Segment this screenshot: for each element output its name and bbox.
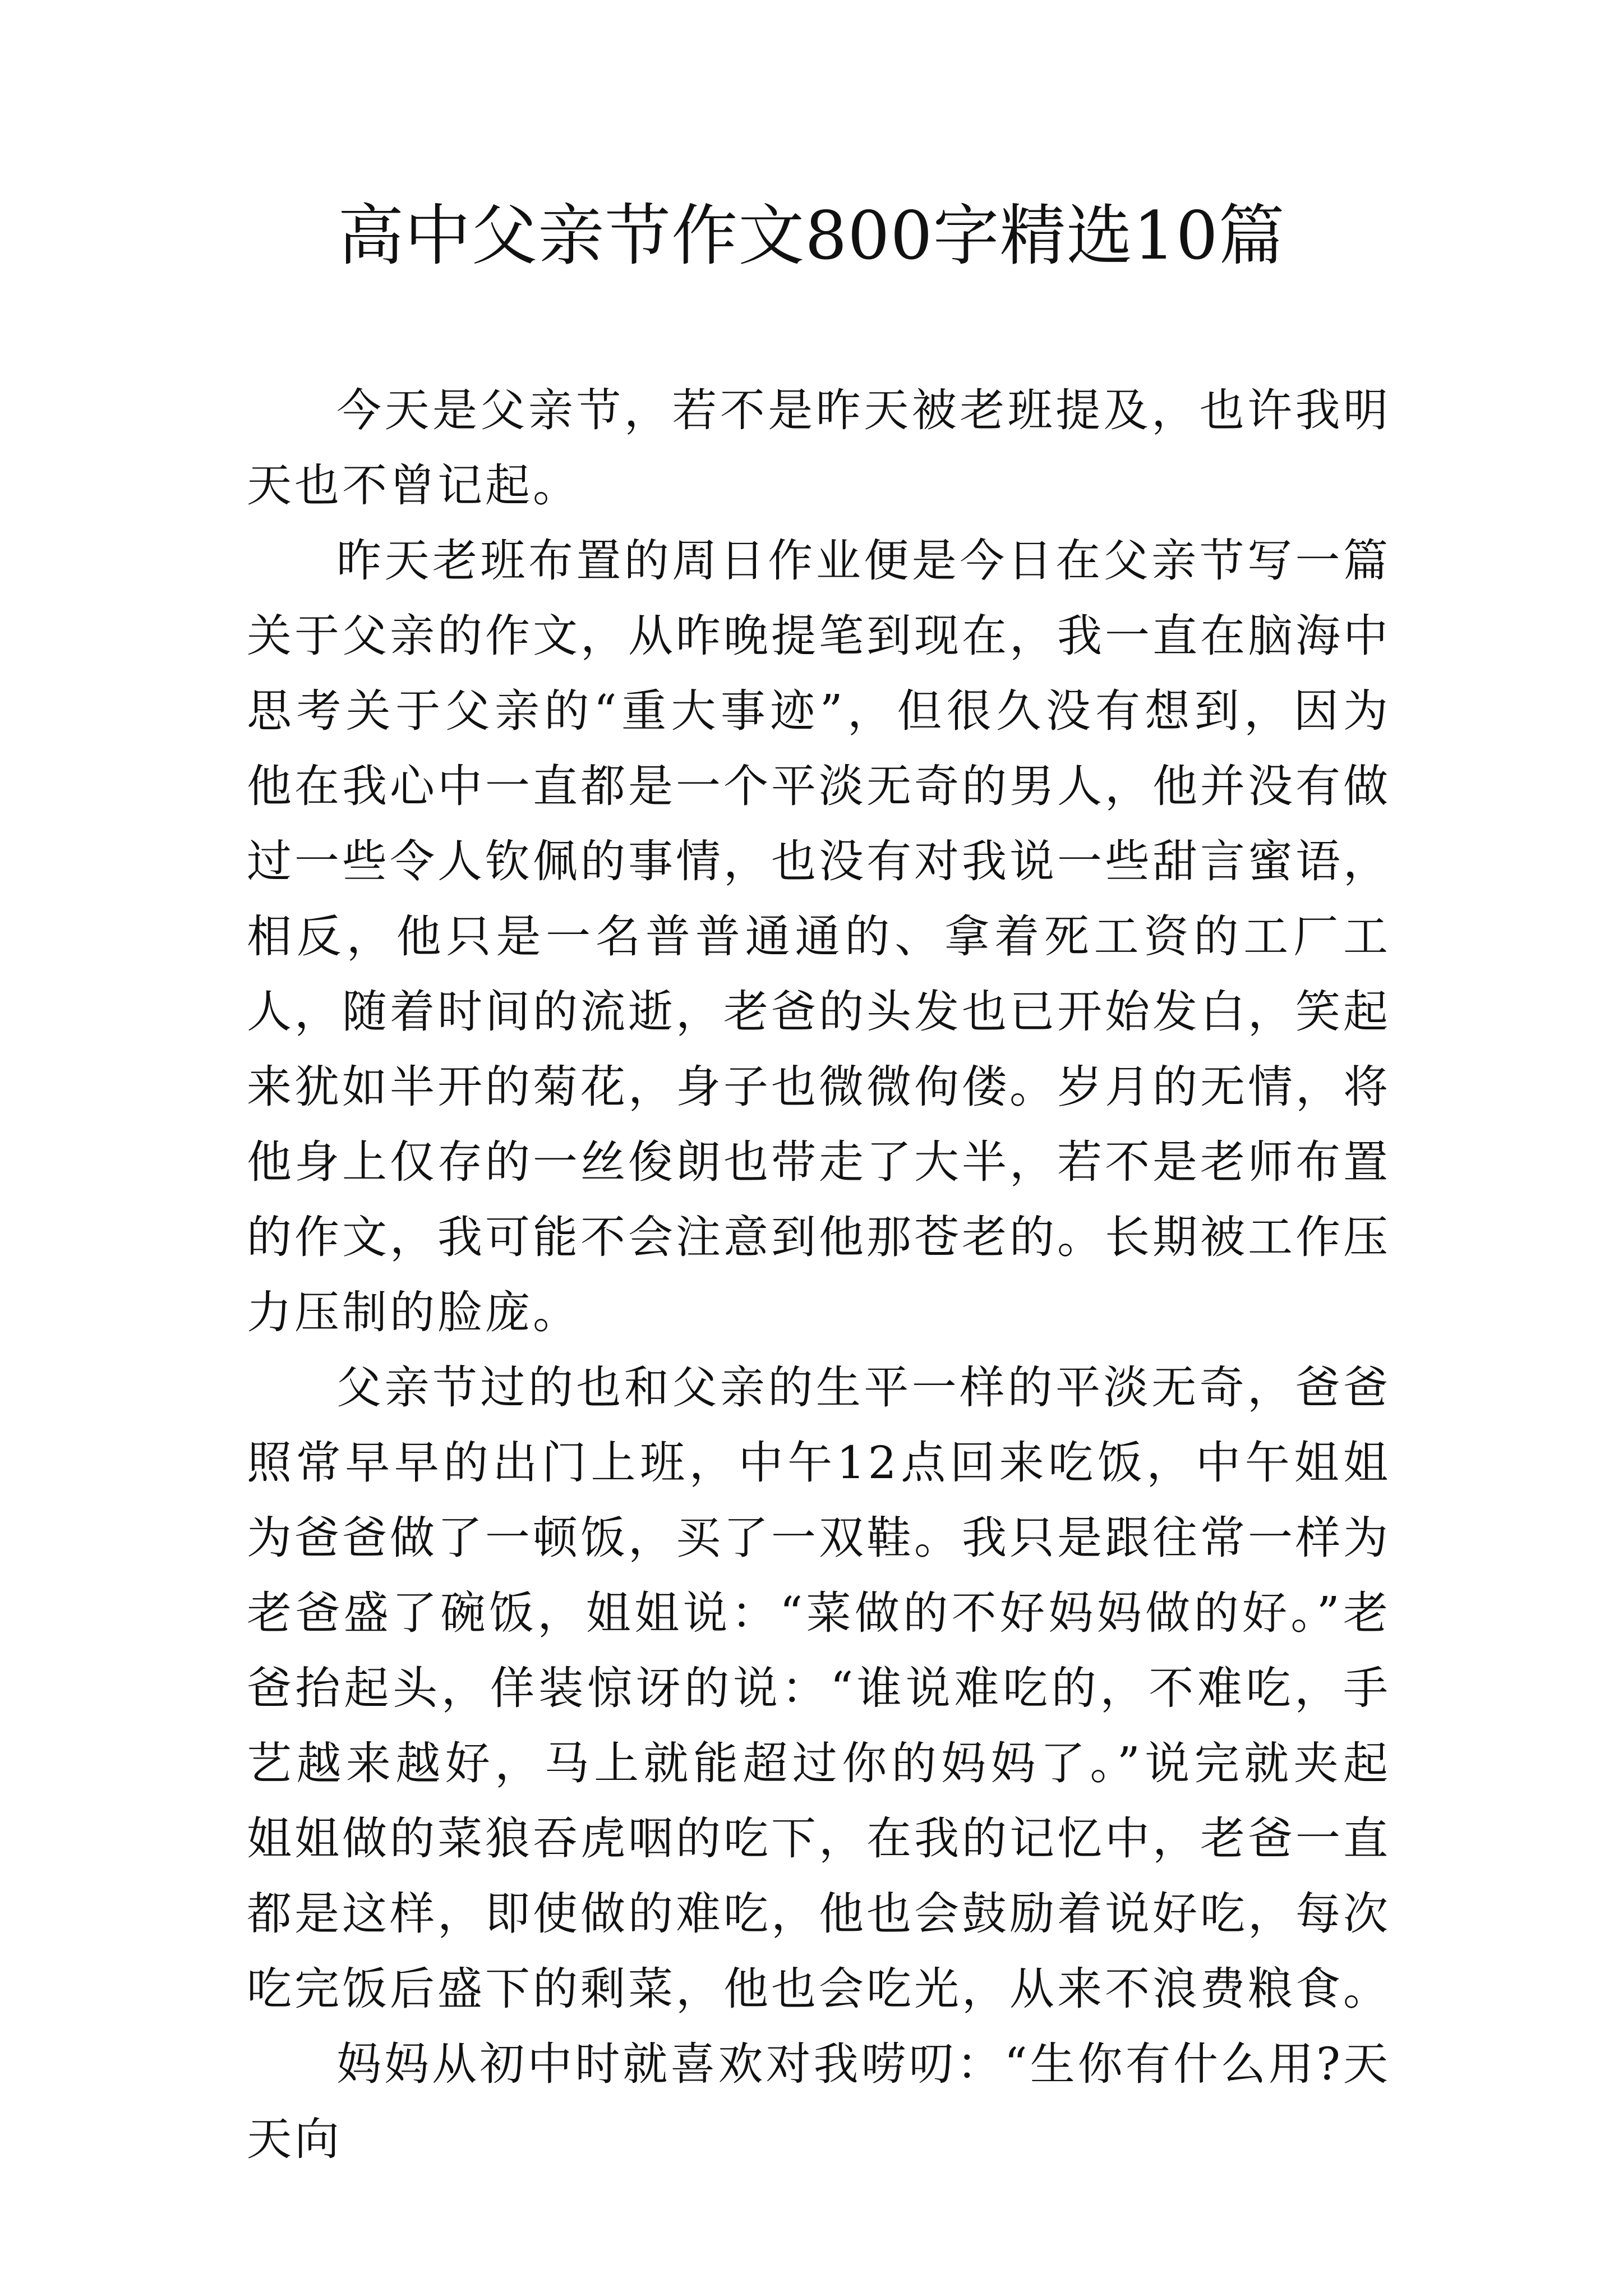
document-body [247, 373, 1391, 2177]
paragraph: 妈妈从初中时就喜欢对我唠叨：“生你有什么用?天天向 [247, 2038, 1391, 2165]
paragraph: 父亲节过的也和父亲的生平一样的平淡无奇，爸爸照常早早的出门上班，中午12点回来吃饭，中午姐姐为爸爸做了一顿饭，买了一双鞋。我只是跟往常一样为老爸盛了碗饭，姐姐说：“菜做的不好妈妈做的好。”老爸抬起头，佯装惊讶的说：“谁说难吃的，不难吃，手艺越来越好，马上就能超过你的妈妈了。”说完就夹起姐姐做的菜狼吞虎咽的吃下，在我的记忆中，老爸一直都是这样，即使做的难吃，他也会鼓励着说好吃，每次吃完饭后盛下的剩菜，他也会吃光，从来不浪费粮食。 [247, 1361, 1391, 2015]
paragraph: 今天是父亲节，若不是昨天被老班提及，也许我明天也不曾记起。 [247, 384, 1391, 512]
document-title: 高中父亲节作文800字精选10篇 [338, 197, 1285, 274]
paragraph: 昨天老班布置的周日作业便是今日在父亲节写一篇关于父亲的作文，从昨晚提笔到现在，我一直在脑海中思考关于父亲的“重大事迹”，但很久没有想到，因为他在我心中一直都是一个平淡无奇的男人，他并没有做过一些令人钦佩的事情，也没有对我说一些甜言蜜语，相反，他只是一名普普通通的、拿着死工资的工厂工人，随着时间的流逝，老爸的头发也已开始发白，笑起来犹如半开的菊花，身子也微微佝偻。岁月的无情，将他身上仅存的一丝俊朗也带走了大半，若不是老师布置的作文，我可能不会注意到他那苍老的。长期被工作压力压制的脸庞。 [247, 535, 1391, 1338]
